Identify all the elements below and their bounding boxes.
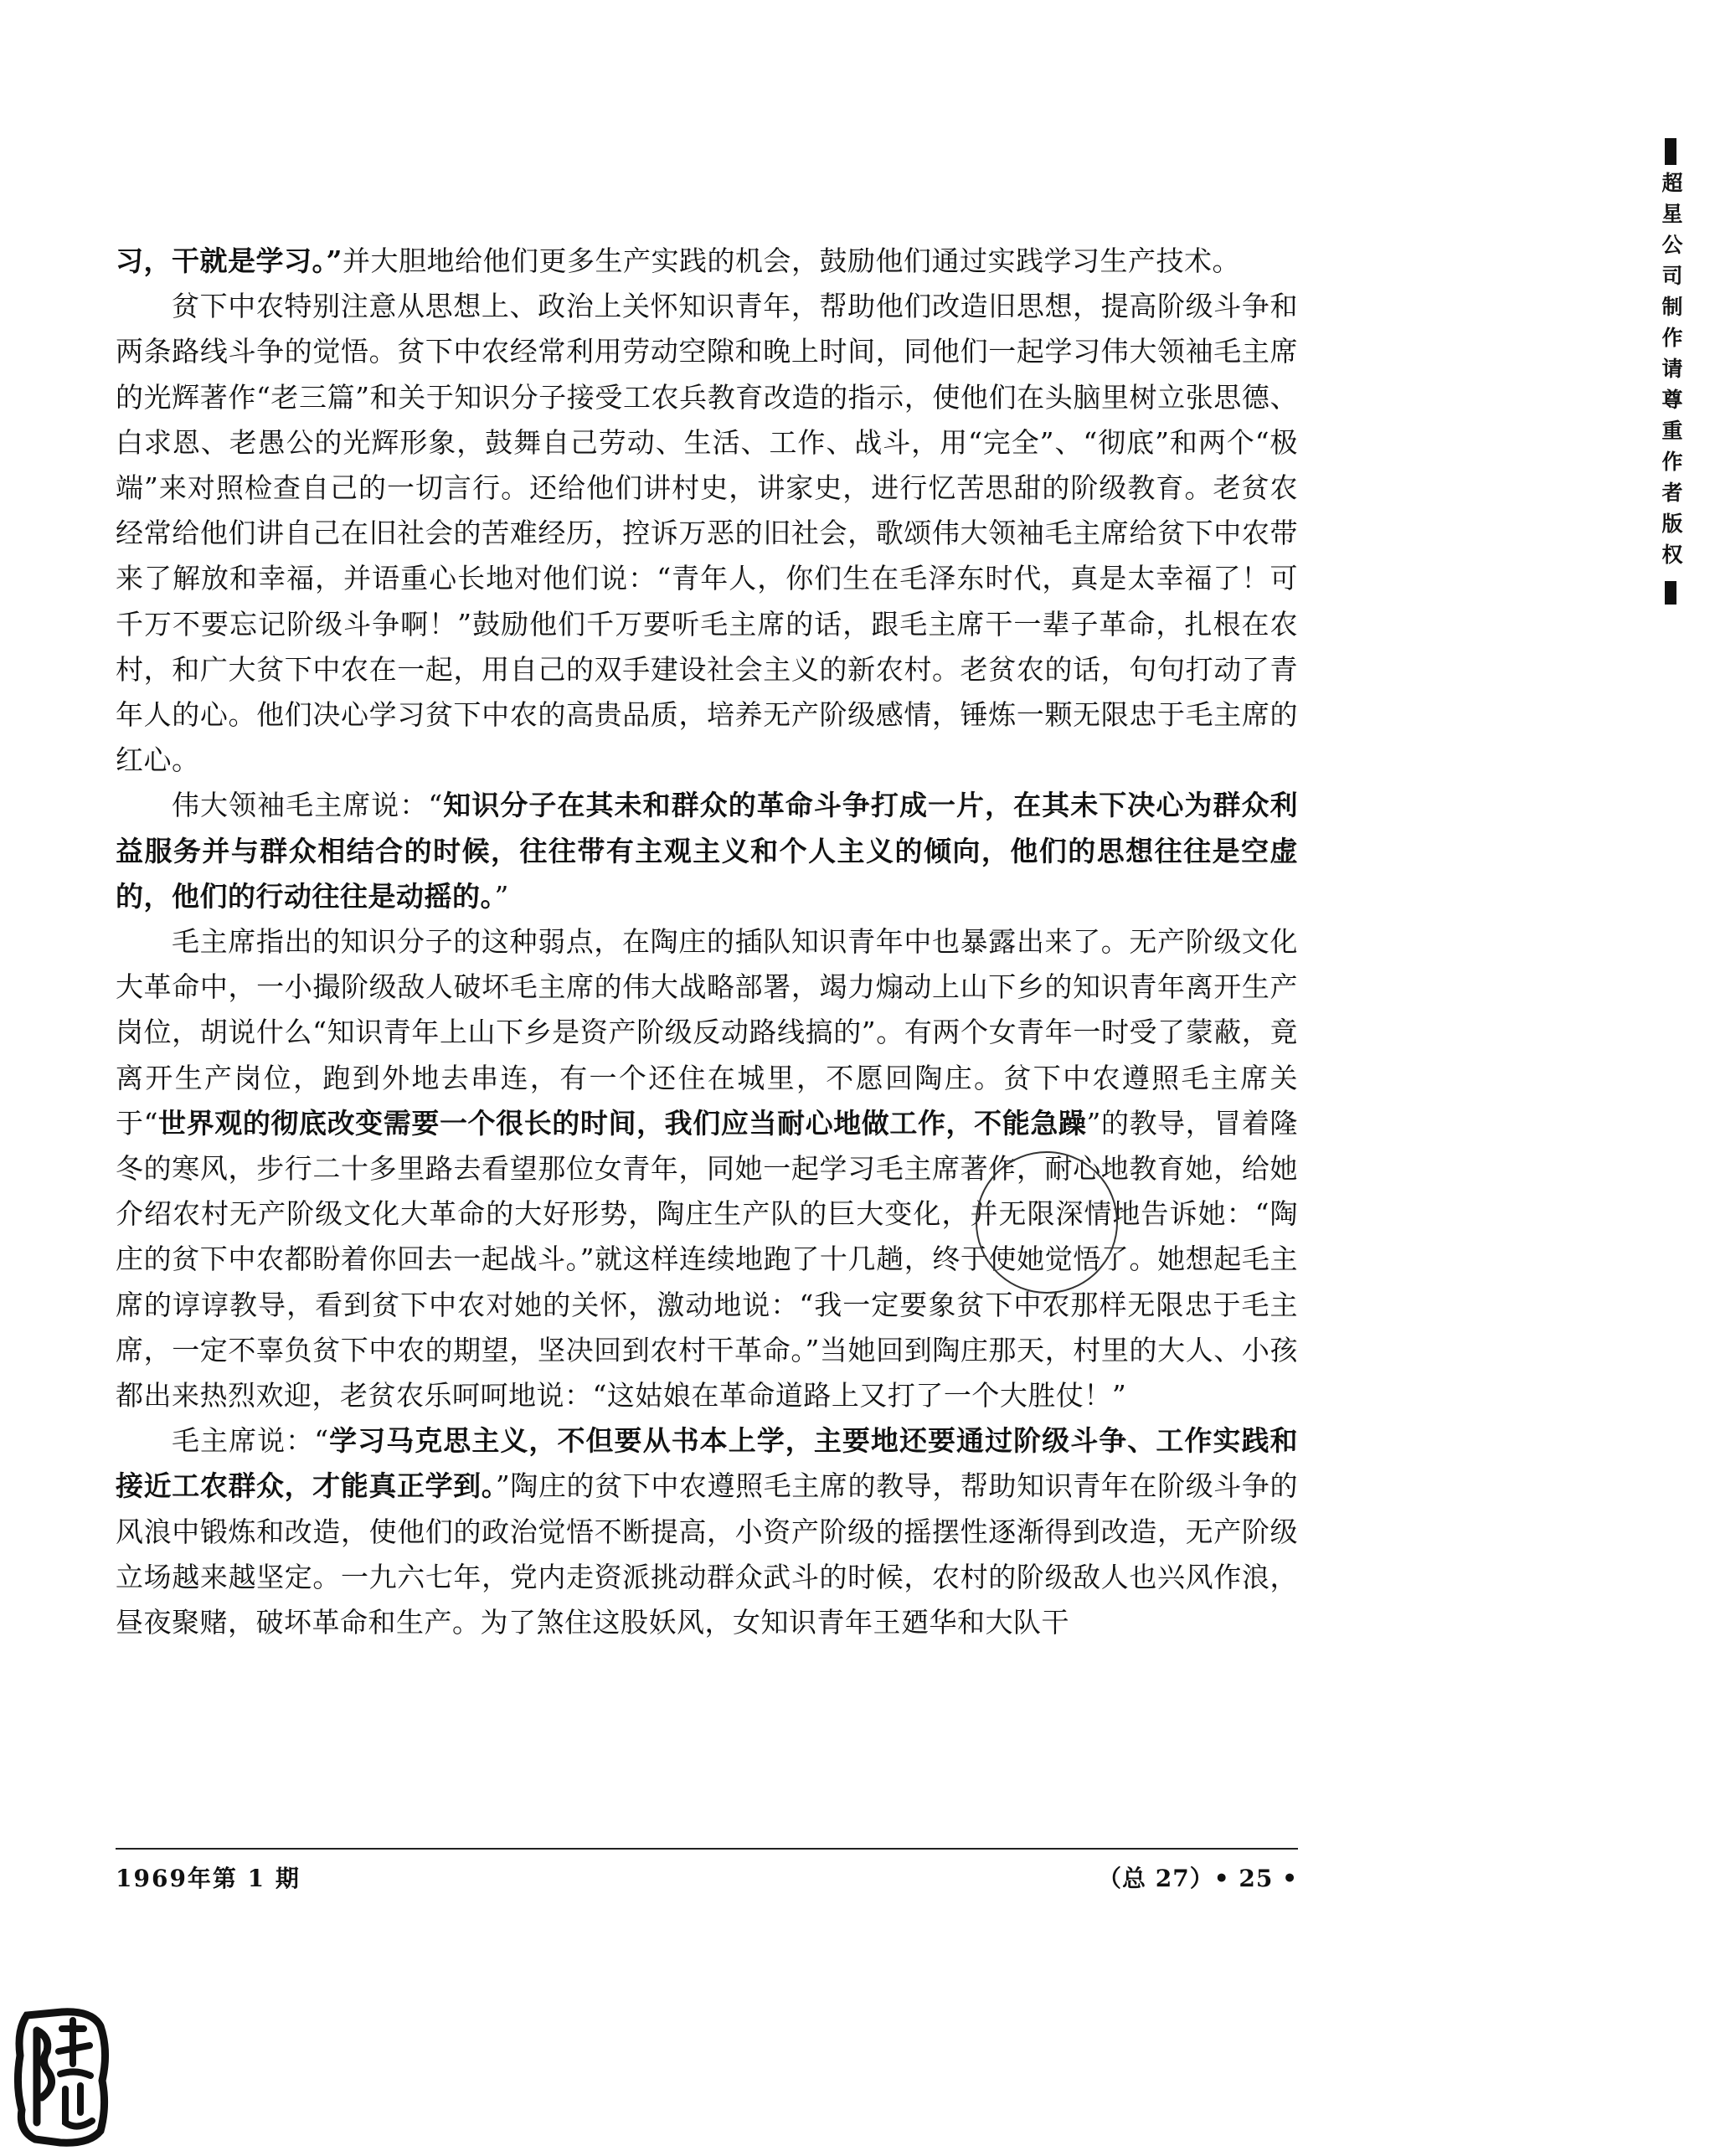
bold-quote-text: 习，干就是学习。” [116,244,342,277]
body-text: ”的教导，冒着隆冬的寒风，步行二十多里路去看望那位女青年，同她一起学习毛主席著作，耐心地教育她，给她介绍农村无产阶级文化大革命的大好形势，陶庄生产队的巨大变化，并无限深情地告诉她：“陶庄的贫下中农都盼着你回去一起战斗。”就这样连续地跑了十几趟，终于使她觉悟了。她想起毛主席的谆谆教导，看到贫下中农对她的关怀，激动地说：“我一定要象贫下中农那样无限忠于毛主席，一定不辜负贫下中农的期望，坚决回到农村干革命。”当她回到陶庄那天，村里的大人、小孩都出来热烈欢迎，老贫农乐呵呵地说：“这姑娘在革命道路上又打了一个大胜仗！” [116,1106,1299,1412]
body-text: 毛主席指出的知识分子的这种弱点，在陶庄的插队知识青年中也暴露出来了。无产阶级文化大革命中，一小撮阶级敌人破坏毛主席的伟大战略部署，竭力煽动上山下乡的知识青年离开生产岗位，胡说什么“知识青年上山下乡是资产阶级反动路线搞的”。有两个女青年一时受了蒙蔽，竟离开生产岗位，跑到外地去串连，有一个还住在城里，不愿回陶庄。贫下中农遵照毛主席关于“ [116,925,1298,1140]
strip-top-bar [1665,138,1676,165]
bold-quote-text: 世界观的彻底改变需要一个很长的时间，我们应当耐心地做工作，不能急躁 [157,1106,1087,1140]
body-text: 毛主席说：“ [172,1424,329,1458]
body-text: 贫下中农特别注意从思想上、政治上关怀知识青年，帮助他们改造旧思想，提高阶级斗争和两条路线斗争的觉悟。贫下中农经常利用劳动空隙和晚上时间，同他们一起学习伟大领袖毛主席的光辉著作“老三篇”和关于知识分子接受工农兵教育改造的指示，使他们在头脑里树立张思德、白求恩、老愚公的光辉形象，鼓舞自己劳动、生活、工作、战斗，用“完全”、“彻底”和两个“极端”来对照检查自己的一切言行。还给他们讲村史，讲家史，进行忆苦思甜的阶级教育。老贫农经常给他们讲自己在旧社会的苦难经历，控诉万恶的旧社会，歌颂伟大领袖毛主席给贫下中农带来了解放和幸福，并语重心长地对他们说：“青年人，你们生在毛泽东时代，真是太幸福了！可千万不要忘记阶级斗争啊！”鼓励他们千万要听毛主席的话，跟毛主席干一辈子革命，扎根在农村，和广大贫下中农在一起，用自己的双手建设社会主义的新农村。老贫农的话，句句打动了青年人的心。他们决心学习贫下中农的高贵品质，培养无产阶级感情，锤炼一颗无限忠于毛主席的红心。 [116,290,1298,777]
bold-quote-text: 学习马克思主义，不但要从书本上学，主要地还要通过阶级斗争、工作实践和接近工农群众，才能真正学到。 [116,1424,1299,1503]
seal-stamp-graphic [10,2005,111,2148]
body-text: ” [494,879,509,913]
bold-quote-text: 知识分子在其未和群众的革命斗争打成一片，在其未下决心为群众利益服务并与群众相结合的时候，往往带有主观主义和个人主义的倾向，他们的思想往往是空虚的，他们的行动往往是动摇的。 [116,789,1299,913]
watermark-strip [1654,138,1687,605]
paragraph [116,284,1298,783]
article-body [116,239,1298,1645]
body-text: 并大胆地给他们更多生产实践的机会，鼓励他们通过实践学习生产技术。 [342,244,1240,277]
paragraph [116,919,1298,1418]
seal-stamp [10,2005,111,2148]
body-text: 伟大领袖毛主席说：“ [172,789,443,822]
watermark-strip-text: 超星公司制作请尊重作者版权 [1659,172,1683,574]
footer-rule [116,1848,1298,1850]
footer-page-number: （总 27）• 25 • [1098,1865,1298,1892]
paragraph [116,1418,1298,1645]
ring-stain-mark [976,1151,1118,1294]
footer-issue: 1969年第 1 期 [116,1865,301,1892]
paragraph [116,239,1298,284]
body-text: ”陶庄的贫下中农遵照毛主席的教导，帮助知识青年在阶级斗争的风浪中锻炼和改造，使他们的政治觉悟不断提高，小资产阶级的摇摆性逐渐得到改造，无产阶级立场越来越坚定。一九六七年，党内走资派挑动群众武斗的时候，农村的阶级敌人也兴风作浪，昼夜聚赌，破坏革命和生产。为了煞住这股妖风，女知识青年王廼华和大队干 [116,1469,1298,1639]
paragraph [116,783,1298,919]
strip-bottom-bar [1665,581,1676,605]
